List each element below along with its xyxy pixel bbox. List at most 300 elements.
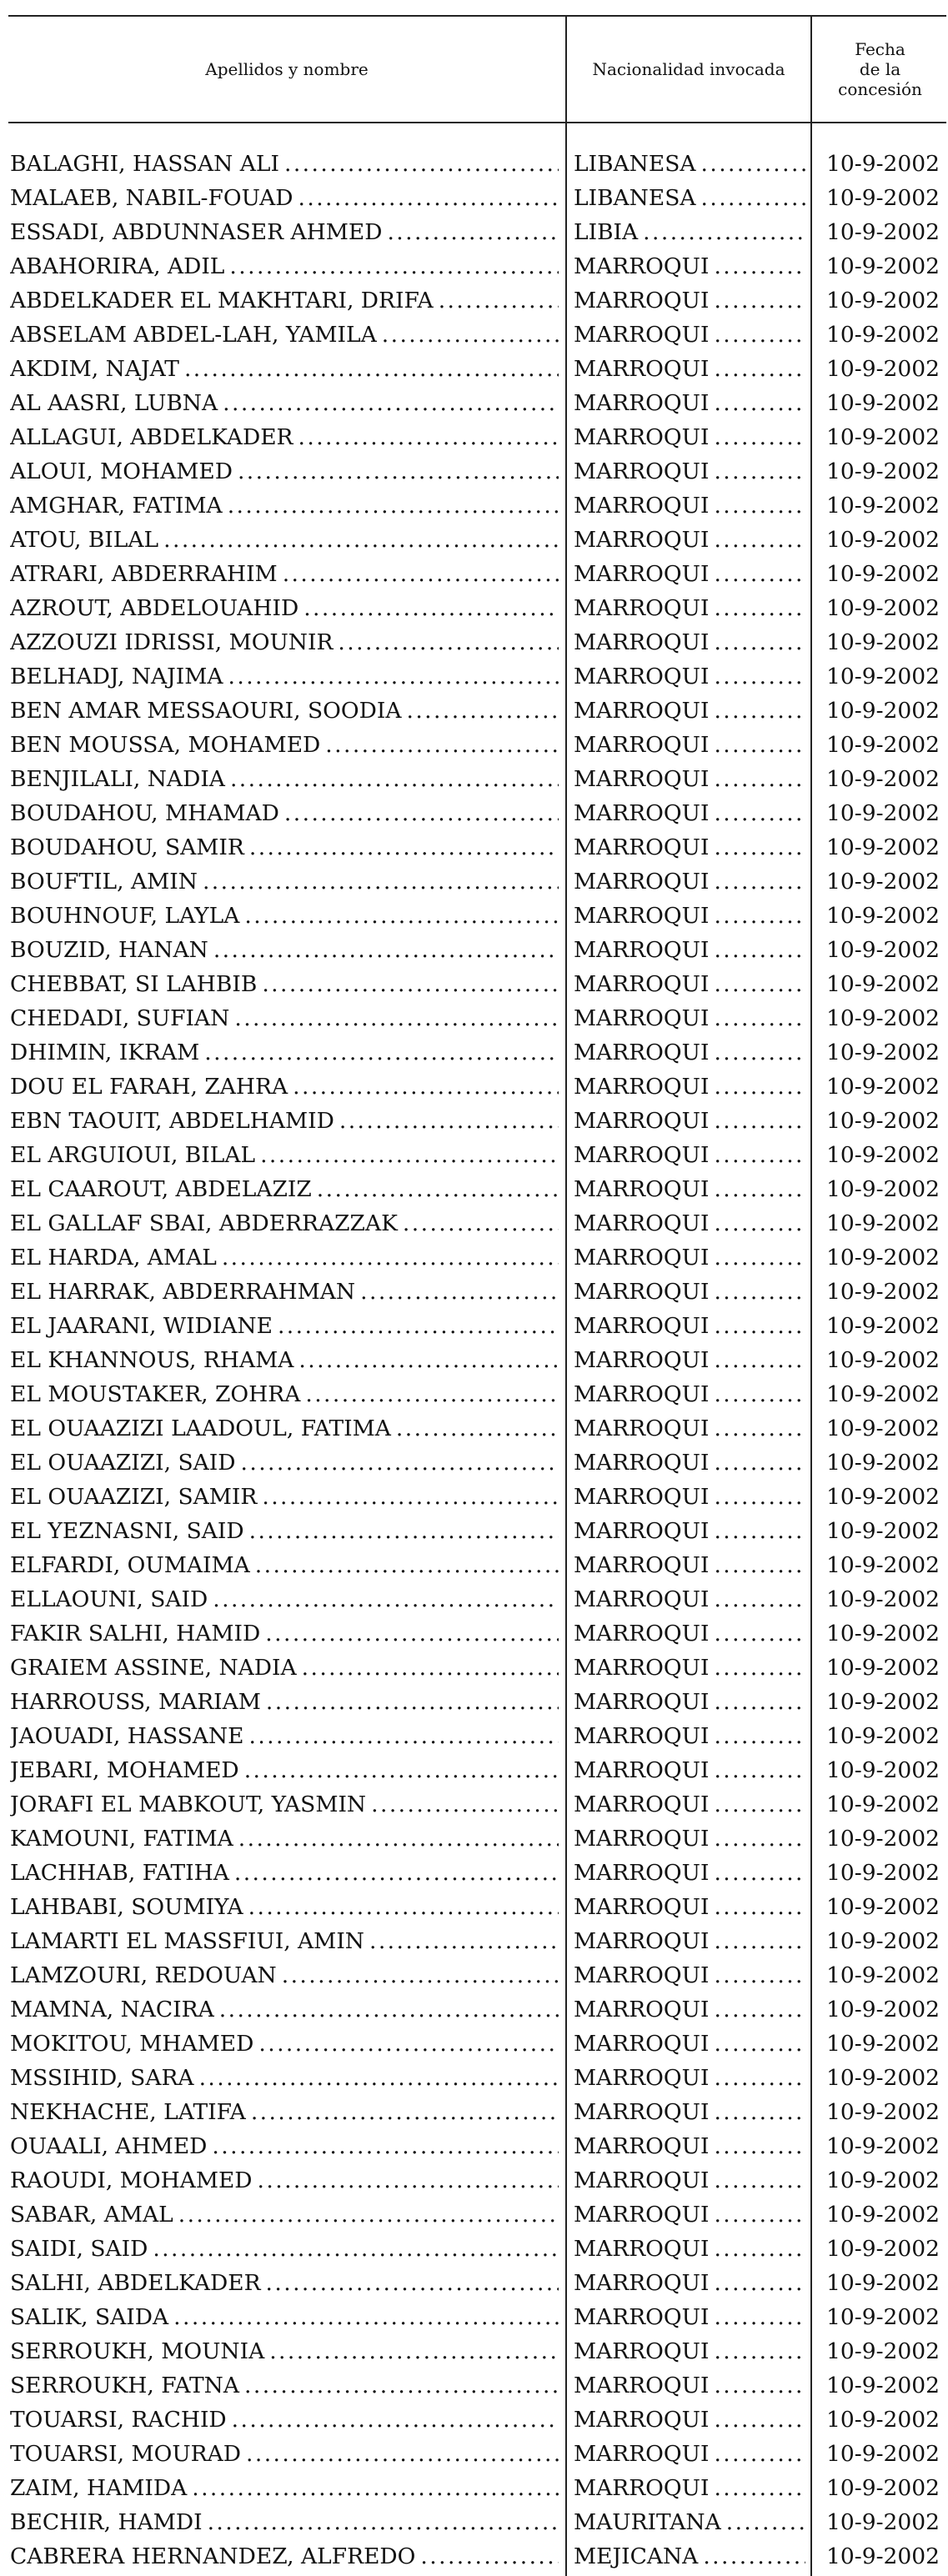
dot-leader — [714, 1138, 805, 1172]
nationality-cell — [574, 2471, 805, 2505]
dot-leader — [714, 762, 805, 796]
table-row — [0, 2403, 948, 2437]
table-row — [0, 1206, 948, 1240]
dot-leader — [714, 694, 805, 728]
nationality-cell — [574, 1856, 805, 1890]
date-cell: 10-9-2002 — [826, 2168, 940, 2193]
name-cell — [10, 1001, 559, 1035]
date-cell: 10-9-2002 — [826, 1176, 940, 1202]
name-cell — [10, 1275, 559, 1309]
dot-leader — [701, 147, 805, 181]
table-row — [0, 1514, 948, 1548]
nationality-text: MARROQUI — [574, 1860, 710, 1886]
nationality-text: MARROQUI — [574, 1826, 710, 1852]
table-row — [0, 318, 948, 352]
date-cell: 10-9-2002 — [826, 424, 940, 450]
header-date-line2: de la — [859, 59, 901, 79]
name-text: CHEBBAT, SI LAHBIB — [10, 971, 258, 997]
dot-leader — [714, 489, 805, 523]
table-row — [0, 796, 948, 830]
date-cell: 10-9-2002 — [826, 390, 940, 416]
name-text: CABRERA HERNANDEZ, ALFREDO — [10, 2543, 416, 2569]
nationality-cell — [574, 1787, 805, 1822]
dot-leader — [714, 1822, 805, 1856]
dot-leader — [371, 1787, 559, 1822]
name-cell — [10, 1548, 559, 1582]
nationality-text: MARROQUI — [574, 1074, 710, 1100]
date-cell: 10-9-2002 — [826, 1210, 940, 1236]
name-text: NEKHACHE, LATIFA — [10, 2099, 246, 2125]
name-text: SALHI, ABDELKADER — [10, 2270, 261, 2296]
dot-leader — [726, 2505, 805, 2539]
date-cell: 10-9-2002 — [826, 2407, 940, 2433]
table-row — [0, 2095, 948, 2129]
name-cell — [10, 1172, 559, 1206]
nationality-cell — [574, 1070, 805, 1104]
name-cell — [10, 1719, 559, 1753]
dot-leader — [714, 967, 805, 1001]
dot-leader — [153, 2232, 559, 2266]
dot-leader — [222, 1240, 559, 1275]
dot-leader — [714, 1514, 805, 1548]
name-text: ALLAGUI, ABDELKADER — [10, 424, 293, 450]
name-text: JEBARI, MOHAMED — [10, 1757, 239, 1783]
name-text: AKDIM, NAJAT — [10, 356, 179, 382]
nationality-cell — [574, 796, 805, 830]
name-text: BOUZID, HANAN — [10, 937, 208, 963]
nationality-cell — [574, 2505, 805, 2539]
name-cell — [10, 2095, 559, 2129]
dot-leader — [203, 865, 559, 899]
dot-leader — [403, 1206, 559, 1240]
nationality-text: MARROQUI — [574, 2133, 710, 2159]
dot-leader — [258, 2163, 559, 2198]
nationality-text: MARROQUI — [574, 1723, 710, 1749]
table-row — [0, 2539, 948, 2573]
nationality-text: MARROQUI — [574, 2202, 710, 2228]
date-cell: 10-9-2002 — [826, 2031, 940, 2057]
dot-leader — [439, 283, 559, 318]
dot-leader — [714, 1035, 805, 1070]
name-text: ESSADI, ABDUNNASER AHMED — [10, 219, 383, 245]
name-cell — [10, 1924, 559, 1958]
date-cell: 10-9-2002 — [826, 869, 940, 895]
dot-leader — [246, 2437, 559, 2471]
name-text: BALAGHI, HASSAN ALI — [10, 151, 279, 177]
dot-leader — [303, 591, 559, 625]
nationality-cell — [574, 1924, 805, 1958]
table-row — [0, 2266, 948, 2300]
name-text: EL OUAAZIZI, SAID — [10, 1450, 236, 1476]
nationality-cell — [574, 1172, 805, 1206]
name-text: LAMARTI EL MASSFIUI, AMIN — [10, 1928, 364, 1954]
dot-leader — [714, 1924, 805, 1958]
dot-leader — [714, 728, 805, 762]
dot-leader — [714, 1172, 805, 1206]
dot-leader — [269, 2334, 559, 2368]
name-cell — [10, 1138, 559, 1172]
date-cell: 10-9-2002 — [826, 1689, 940, 1715]
name-text: BEN MOUSSA, MOHAMED — [10, 732, 321, 758]
date-cell: 10-9-2002 — [826, 2543, 940, 2569]
nationality-cell — [574, 557, 805, 591]
dot-leader — [714, 2027, 805, 2061]
date-cell: 10-9-2002 — [826, 2202, 940, 2228]
nationality-text: MARROQUI — [574, 1381, 710, 1407]
nationality-cell — [574, 2027, 805, 2061]
name-text: BELHADJ, NAJIMA — [10, 664, 223, 689]
name-cell — [10, 420, 559, 454]
name-cell — [10, 1753, 559, 1787]
date-cell: 10-9-2002 — [826, 800, 940, 826]
nationality-cell — [574, 2095, 805, 2129]
nationality-cell — [574, 318, 805, 352]
table-row — [0, 2437, 948, 2471]
date-cell: 10-9-2002 — [826, 1040, 940, 1065]
date-cell: 10-9-2002 — [826, 1655, 940, 1681]
dot-leader — [228, 659, 559, 694]
nationality-cell — [574, 1309, 805, 1343]
date-cell: 10-9-2002 — [826, 1313, 940, 1339]
name-text: ATOU, BILAL — [10, 527, 159, 553]
name-text: BOUDAHOU, SAMIR — [10, 834, 244, 860]
table-row — [0, 865, 948, 899]
name-text: BECHIR, HAMDI — [10, 2509, 203, 2535]
nationality-cell — [574, 1582, 805, 1616]
nationality-cell — [574, 1719, 805, 1753]
nationality-text: MARROQUI — [574, 527, 710, 553]
dot-leader — [714, 2129, 805, 2163]
dot-leader — [703, 2539, 805, 2573]
dot-leader — [223, 386, 559, 420]
nationality-text: MARROQUI — [574, 971, 710, 997]
nationality-text: MARROQUI — [574, 1450, 710, 1476]
dot-leader — [714, 1992, 805, 2027]
date-cell: 10-9-2002 — [826, 493, 940, 519]
name-text: GRAIEM ASSINE, NADIA — [10, 1655, 297, 1681]
dot-leader — [284, 796, 559, 830]
name-cell — [10, 352, 559, 386]
name-text: ABDELKADER EL MAKHTARI, DRIFA — [10, 288, 434, 313]
nationality-cell — [574, 1446, 805, 1480]
name-cell — [10, 1446, 559, 1480]
nationality-cell — [574, 694, 805, 728]
dot-leader — [714, 2095, 805, 2129]
nationality-text: MARROQUI — [574, 390, 710, 416]
date-cell: 10-9-2002 — [826, 253, 940, 279]
nationality-cell — [574, 523, 805, 557]
date-cell: 10-9-2002 — [826, 903, 940, 929]
name-cell — [10, 1958, 559, 1992]
name-text: EL HARDA, AMAL — [10, 1245, 217, 1270]
name-cell — [10, 1616, 559, 1651]
name-text: ALOUI, MOHAMED — [10, 459, 233, 484]
table-row — [0, 1856, 948, 1890]
dot-leader — [714, 1958, 805, 1992]
date-cell: 10-9-2002 — [826, 2304, 940, 2330]
nationality-cell — [574, 2163, 805, 2198]
date-cell: 10-9-2002 — [826, 766, 940, 792]
date-cell: 10-9-2002 — [826, 1142, 940, 1168]
date-cell: 10-9-2002 — [826, 1245, 940, 1270]
nationality-text: MARROQUI — [574, 834, 710, 860]
date-cell: 10-9-2002 — [826, 322, 940, 348]
table-row — [0, 1104, 948, 1138]
dot-leader — [714, 523, 805, 557]
nationality-text: MARROQUI — [574, 1689, 710, 1715]
table-row — [0, 352, 948, 386]
nationality-cell — [574, 762, 805, 796]
dot-leader — [302, 1651, 559, 1685]
dot-leader — [714, 2368, 805, 2403]
table-row — [0, 1787, 948, 1822]
name-cell — [10, 2061, 559, 2095]
nationality-text: MEJICANA — [574, 2543, 699, 2569]
date-cell: 10-9-2002 — [826, 1757, 940, 1783]
name-text: MOKITOU, MHAMED — [10, 2031, 254, 2057]
dot-leader — [266, 2266, 559, 2300]
dot-leader — [714, 1446, 805, 1480]
name-text: ELLAOUNI, SAID — [10, 1586, 208, 1612]
name-text: DOU EL FARAH, ZAHRA — [10, 1074, 288, 1100]
header-date-line3: concesión — [838, 79, 922, 99]
dot-leader — [232, 2403, 559, 2437]
dot-leader — [420, 2539, 559, 2573]
name-cell — [10, 318, 559, 352]
name-cell — [10, 2471, 559, 2505]
dot-leader — [173, 2300, 559, 2334]
nationality-cell — [574, 899, 805, 933]
nationality-text: MARROQUI — [574, 1894, 710, 1920]
date-cell: 10-9-2002 — [826, 1518, 940, 1544]
dot-leader — [714, 283, 805, 318]
name-text: AZZOUZI IDRISSI, MOUNIR — [10, 629, 334, 655]
nationality-cell — [574, 625, 805, 659]
nationality-text: MARROQUI — [574, 869, 710, 895]
nationality-cell — [574, 2061, 805, 2095]
nationality-text: LIBANESA — [574, 151, 696, 177]
table-row — [0, 2061, 948, 2095]
nationality-text: MARROQUI — [574, 459, 710, 484]
nationality-text: MARROQUI — [574, 937, 710, 963]
name-text: BOUFTIL, AMIN — [10, 869, 198, 895]
nationality-cell — [574, 283, 805, 318]
dot-leader — [178, 2198, 559, 2232]
name-text: EBN TAOUIT, ABDELHAMID — [10, 1108, 334, 1134]
nationality-cell — [574, 2232, 805, 2266]
dot-leader — [265, 1616, 559, 1651]
nationality-cell — [574, 2129, 805, 2163]
table-row — [0, 830, 948, 865]
dot-leader — [338, 625, 559, 659]
date-cell: 10-9-2002 — [826, 1826, 940, 1852]
date-cell: 10-9-2002 — [826, 732, 940, 758]
nationality-text: MARROQUI — [574, 2031, 710, 2057]
nationality-text: MARROQUI — [574, 1757, 710, 1783]
nationality-text: MARROQUI — [574, 493, 710, 519]
dot-leader — [238, 1822, 559, 1856]
name-cell — [10, 523, 559, 557]
dot-leader — [163, 523, 559, 557]
name-text: FAKIR SALHI, HAMID — [10, 1621, 261, 1646]
dot-leader — [325, 728, 559, 762]
nationality-text: MARROQUI — [574, 1518, 710, 1544]
dot-leader — [714, 2232, 805, 2266]
dot-leader — [714, 1856, 805, 1890]
date-cell: 10-9-2002 — [826, 185, 940, 211]
table-row — [0, 1343, 948, 1377]
nationality-cell — [574, 591, 805, 625]
dot-leader — [714, 2061, 805, 2095]
nationality-cell — [574, 1275, 805, 1309]
nationality-cell — [574, 2198, 805, 2232]
date-cell: 10-9-2002 — [826, 1928, 940, 1954]
dot-leader — [260, 1138, 559, 1172]
dot-leader — [714, 796, 805, 830]
date-cell: 10-9-2002 — [826, 2338, 940, 2364]
dot-leader — [387, 215, 559, 249]
name-text: ABSELAM ABDEL-LAH, YAMILA — [10, 322, 377, 348]
table-row — [0, 1172, 948, 1206]
table-row — [0, 1924, 948, 1958]
table-row — [0, 899, 948, 933]
name-text: DHIMIN, IKRAM — [10, 1040, 200, 1065]
table-row — [0, 283, 948, 318]
table-row — [0, 249, 948, 283]
nationality-text: MARROQUI — [574, 1176, 710, 1202]
nationality-cell — [574, 1890, 805, 1924]
nationality-text: MARROQUI — [574, 253, 710, 279]
date-cell: 10-9-2002 — [826, 629, 940, 655]
dot-leader — [298, 181, 559, 215]
name-cell — [10, 933, 559, 967]
name-text: MALAEB, NABIL-FOUAD — [10, 185, 293, 211]
name-text: BOUHNOUF, LAYLA — [10, 903, 240, 929]
table-row — [0, 1616, 948, 1651]
table-row — [0, 1753, 948, 1787]
date-cell: 10-9-2002 — [826, 971, 940, 997]
table-row — [0, 1958, 948, 1992]
nationality-text: MARROQUI — [574, 1279, 710, 1305]
dot-leader — [284, 147, 559, 181]
name-cell — [10, 1240, 559, 1275]
dot-leader — [714, 1685, 805, 1719]
dot-leader — [714, 865, 805, 899]
nationality-text: MARROQUI — [574, 1997, 710, 2022]
dot-leader — [714, 1787, 805, 1822]
date-cell: 10-9-2002 — [826, 1962, 940, 1988]
dot-leader — [714, 2163, 805, 2198]
nationality-text: MARROQUI — [574, 2475, 710, 2501]
nationality-text: MARROQUI — [574, 2304, 710, 2330]
name-cell — [10, 147, 559, 181]
dot-leader — [305, 1377, 559, 1411]
dot-leader — [248, 1890, 559, 1924]
dot-leader — [244, 1753, 559, 1787]
dot-leader — [406, 694, 559, 728]
table-row — [0, 1309, 948, 1343]
date-cell: 10-9-2002 — [826, 1074, 940, 1100]
table-row — [0, 1001, 948, 1035]
dot-leader — [714, 420, 805, 454]
nationality-cell — [574, 1616, 805, 1651]
dot-leader — [714, 591, 805, 625]
date-cell: 10-9-2002 — [826, 219, 940, 245]
nationality-cell — [574, 728, 805, 762]
nationality-text: MARROQUI — [574, 629, 710, 655]
dot-leader — [262, 1480, 559, 1514]
nationality-text: MARROQUI — [574, 2407, 710, 2433]
dot-leader — [244, 899, 559, 933]
name-text: EL OUAAZIZI LAADOUL, FATIMA — [10, 1416, 391, 1441]
nationality-text: MARROQUI — [574, 2099, 710, 2125]
nationality-cell — [574, 249, 805, 283]
name-cell — [10, 1856, 559, 1890]
nationality-text: MARROQUI — [574, 2270, 710, 2296]
nationality-text: MARROQUI — [574, 1040, 710, 1065]
dot-leader — [714, 2334, 805, 2368]
dot-leader — [714, 1343, 805, 1377]
nationality-cell — [574, 1548, 805, 1582]
nationality-cell — [574, 1001, 805, 1035]
name-cell — [10, 830, 559, 865]
date-cell: 10-9-2002 — [826, 1723, 940, 1749]
dot-leader — [244, 2368, 559, 2403]
name-cell — [10, 625, 559, 659]
date-cell: 10-9-2002 — [826, 2099, 940, 2125]
nationality-cell — [574, 1822, 805, 1856]
name-text: EL JAARANI, WIDIANE — [10, 1313, 273, 1339]
dot-leader — [714, 1616, 805, 1651]
nationality-cell — [574, 1206, 805, 1240]
nationality-text: MARROQUI — [574, 903, 710, 929]
table-row — [0, 1651, 948, 1685]
name-cell — [10, 1035, 559, 1070]
name-cell — [10, 1070, 559, 1104]
date-cell: 10-9-2002 — [826, 834, 940, 860]
nationality-cell — [574, 1411, 805, 1446]
date-cell: 10-9-2002 — [826, 561, 940, 587]
table-row — [0, 1685, 948, 1719]
nationality-cell — [574, 386, 805, 420]
date-cell: 10-9-2002 — [826, 356, 940, 382]
nationality-cell — [574, 2437, 805, 2471]
nationality-text: MARROQUI — [574, 424, 710, 450]
name-cell — [10, 1309, 559, 1343]
name-cell — [10, 694, 559, 728]
name-text: ELFARDI, OUMAIMA — [10, 1552, 250, 1578]
dot-leader — [230, 762, 559, 796]
dot-leader — [369, 1924, 559, 1958]
nationality-text: MARROQUI — [574, 1313, 710, 1339]
date-cell: 10-9-2002 — [826, 937, 940, 963]
date-cell: 10-9-2002 — [826, 664, 940, 689]
dot-leader — [278, 1309, 559, 1343]
date-cell: 10-9-2002 — [826, 1416, 940, 1441]
dot-leader — [258, 2027, 559, 2061]
table-row — [0, 2368, 948, 2403]
name-cell — [10, 2539, 559, 2573]
dot-leader — [714, 1377, 805, 1411]
table-row — [0, 1582, 948, 1616]
name-cell — [10, 1582, 559, 1616]
date-cell: 10-9-2002 — [826, 1860, 940, 1886]
dot-leader — [714, 1548, 805, 1582]
name-text: MSSIHID, SARA — [10, 2065, 194, 2091]
name-text: KAMOUNI, FATIMA — [10, 1826, 233, 1852]
nationality-text: MARROQUI — [574, 1928, 710, 1954]
date-cell: 10-9-2002 — [826, 2509, 940, 2535]
